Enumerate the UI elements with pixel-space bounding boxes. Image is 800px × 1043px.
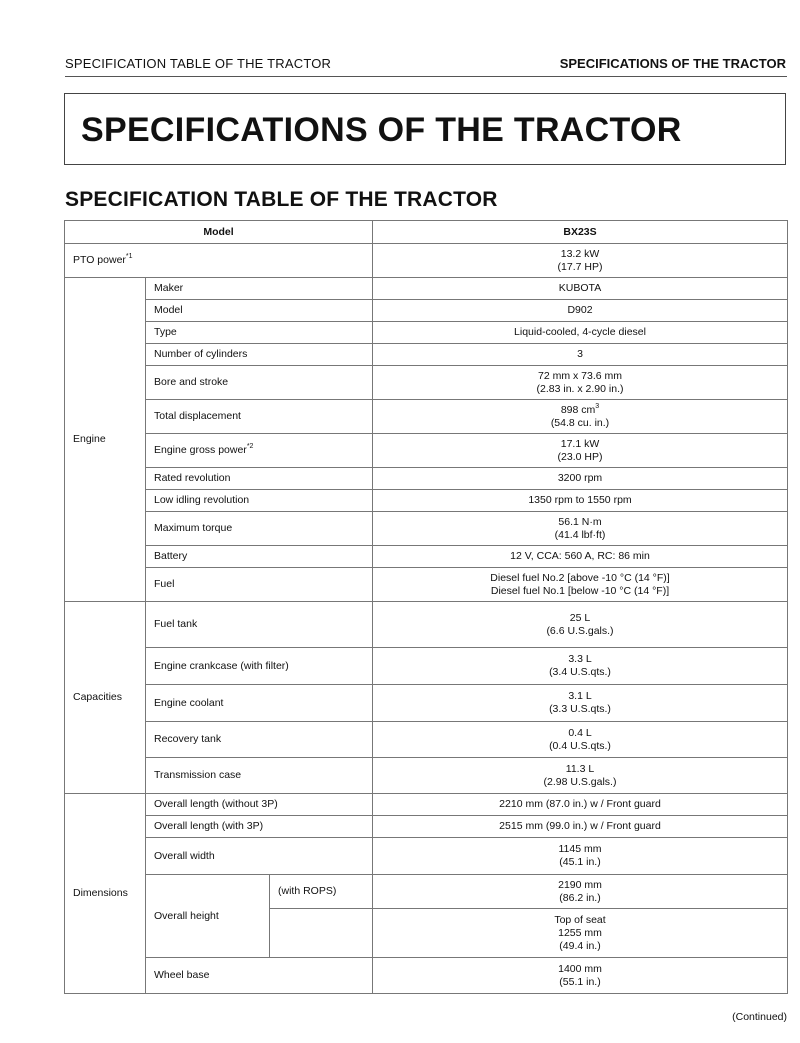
capacities-group: Capacities [65,602,146,794]
seat-blank-cell [270,909,373,958]
transmission-label: Transmission case [146,758,373,794]
displacement-sup: 3 [595,402,600,410]
gross-power-value [373,434,788,468]
table-row [65,602,788,648]
maker-label: Maker [146,278,373,300]
torque-value [373,512,788,546]
torque-label: Maximum torque [146,512,373,546]
idle-rev-label: Low idling revolution [146,490,373,512]
transmission-value-1: 11.3 L [565,762,595,775]
pto-label: PTO power [73,254,126,266]
table-row [65,758,788,794]
engine-group: Engine [65,278,146,602]
gross-power-label-cell [146,434,373,468]
maker-value: KUBOTA [373,278,788,300]
running-header-right: SPECIFICATIONS OF THE TRACTOR [559,56,786,71]
table-row [65,490,788,512]
table-row [65,468,788,490]
continued-note: (Continued) [732,1011,787,1023]
wheelbase-label: Wheel base [146,958,373,994]
recovery-value [373,722,788,758]
recovery-label: Recovery tank [146,722,373,758]
table-row [65,244,788,278]
table-row [65,546,788,568]
type-value: Liquid-cooled, 4-cycle diesel [373,322,788,344]
width-label: Overall width [146,838,373,875]
recovery-value-1: 0.4 L [568,726,592,739]
pto-note: *1 [125,253,133,260]
table-row [65,875,788,909]
rated-rev-value: 3200 rpm [373,468,788,490]
running-header-left: SPECIFICATION TABLE OF THE TRACTOR [65,56,332,71]
len-3p-label: Overall length (with 3P) [146,816,373,838]
table-header-row [65,221,788,244]
table-row [65,278,788,300]
battery-value: 12 V, CCA: 560 A, RC: 86 min [373,546,788,568]
wheelbase-value-1: 1400 mm [558,962,602,975]
displacement-label: Total displacement [146,400,373,434]
table-row [65,685,788,722]
crankcase-label: Engine crankcase (with filter) [146,648,373,685]
gross-power-value-1: 17.1 kW [560,437,600,450]
cylinders-value: 3 [373,344,788,366]
rops-label: (with ROPS) [270,875,373,909]
crankcase-value-1: 3.3 L [568,653,592,665]
wheelbase-value [373,958,788,994]
dimensions-group: Dimensions [65,794,146,994]
transmission-value [373,758,788,794]
type-label: Type [146,322,373,344]
displacement-value-2: (54.8 cu. in.) [550,416,610,429]
len-no3p-label: Overall length (without 3P) [146,794,373,816]
seat-value [373,909,788,958]
wheelbase-value-2: (55.1 in.) [559,975,601,988]
crankcase-value-2: (3.4 U.S.qts.) [549,666,611,678]
bore-value-1: 72 mm x 73.6 mm [537,369,623,382]
rops-value-2: (86.2 in.) [559,891,601,904]
fuel-label: Fuel [146,568,373,602]
bore-value-2: (2.83 in. x 2.90 in.) [536,382,624,395]
header-divider [65,76,787,77]
gross-power-label: Engine gross power [154,444,247,456]
idle-rev-value: 1350 rpm to 1550 rpm [373,490,788,512]
seat-value-1: Top of seat [554,913,606,926]
displacement-number: 898 cm [560,403,596,416]
engine-model-value: D902 [373,300,788,322]
pto-label-cell [65,244,373,278]
cylinders-label: Number of cylinders [146,344,373,366]
rated-rev-label: Rated revolution [146,468,373,490]
table-row [65,568,788,602]
table-row [65,434,788,468]
rops-value-1: 2190 mm [558,878,602,891]
height-label: Overall height [146,875,270,958]
pto-value-1: 13.2 kW [560,247,600,260]
pto-value-2: (17.7 HP) [557,260,603,273]
page-title: SPECIFICATIONS OF THE TRACTOR [81,111,682,149]
crankcase-value [373,648,788,685]
table-row [65,400,788,434]
fuel-value-2: Diesel fuel No.1 [below -10 °C (14 °F)] [490,584,670,597]
coolant-label: Engine coolant [146,685,373,722]
table-row [65,838,788,875]
battery-label: Battery [146,546,373,568]
seat-value-3: (49.4 in.) [559,939,601,952]
spec-table [64,220,788,994]
len-3p-value: 2515 mm (99.0 in.) w / Front guard [373,816,788,838]
fuel-tank-value [373,602,788,648]
len-no3p-value: 2210 mm (87.0 in.) w / Front guard [373,794,788,816]
title-box [64,93,786,165]
table-row [65,794,788,816]
table-row [65,958,788,994]
engine-model-label: Model [146,300,373,322]
table-row [65,366,788,400]
coolant-value-1: 3.1 L [568,690,592,702]
width-value-2: (45.1 in.) [559,856,601,868]
fuel-tank-value-2: (6.6 U.S.gals.) [546,624,614,637]
table-row [65,816,788,838]
displacement-value-1 [381,404,779,417]
table-row [65,648,788,685]
table-row [65,344,788,366]
section-title: SPECIFICATION TABLE OF THE TRACTOR [65,188,498,211]
pto-value [373,244,788,278]
width-value-1: 1145 mm [558,843,602,855]
torque-value-2: (41.4 lbf·ft) [554,528,606,541]
coolant-value-2: (3.3 U.S.qts.) [549,703,611,715]
table-row [65,322,788,344]
fuel-value-1: Diesel fuel No.2 [above -10 °C (14 °F)] [490,571,670,584]
bore-label: Bore and stroke [146,366,373,400]
recovery-value-2: (0.4 U.S.qts.) [549,739,611,752]
table-row [65,512,788,546]
header-model: Model [65,221,373,244]
torque-value-1: 56.1 N·m [558,515,602,528]
displacement-value [373,400,788,434]
rops-value [373,875,788,909]
bore-value [373,366,788,400]
width-value [373,838,788,875]
fuel-tank-label: Fuel tank [146,602,373,648]
table-row [65,300,788,322]
gross-power-value-2: (23.0 HP) [557,450,603,463]
table-row [65,722,788,758]
coolant-value [373,685,788,722]
header-bx23s: BX23S [373,221,788,244]
gross-power-note: *2 [246,443,254,450]
fuel-tank-value-1: 25 L [569,611,591,624]
fuel-value [373,568,788,602]
seat-value-2: 1255 mm [558,926,602,939]
transmission-value-2: (2.98 U.S.gals.) [543,775,617,788]
